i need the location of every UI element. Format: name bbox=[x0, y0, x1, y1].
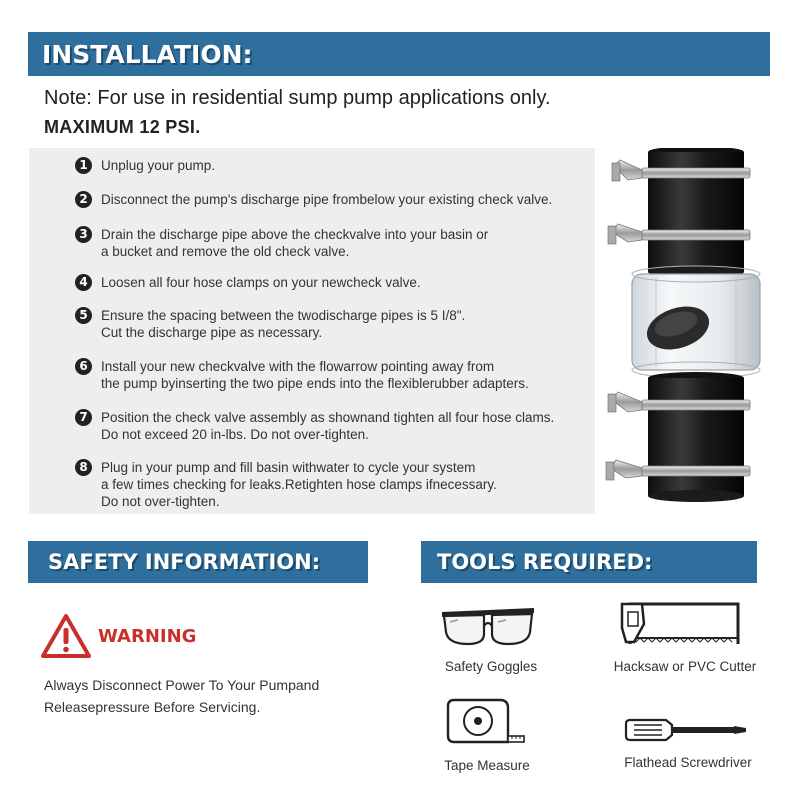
step-line: a few times checking for leaks.Retighten hose clamps ifnecessary. bbox=[101, 477, 497, 492]
step-number: 4 bbox=[75, 274, 92, 291]
step-line: Plug in your pump and fill basin withwater to cycle your system bbox=[101, 460, 476, 475]
installation-steps-panel bbox=[29, 148, 595, 514]
step-text bbox=[101, 274, 621, 291]
check-valve-illustration bbox=[596, 148, 769, 514]
step-number: 1 bbox=[75, 157, 92, 174]
tool-label-tape: Tape Measure bbox=[444, 758, 530, 773]
safety-heading: SAFETY INFORMATION: bbox=[28, 541, 368, 583]
step-line: Ensure the spacing between the twodischarge pipes is 5 I/8". bbox=[101, 308, 466, 323]
tool-label-goggles: Safety Goggles bbox=[444, 659, 538, 674]
tools-heading: TOOLS REQUIRED: bbox=[421, 541, 757, 583]
warning-label: WARNING bbox=[98, 626, 197, 647]
step-line: the pump byinserting the two pipe ends into the flexiblerubber adapters. bbox=[101, 376, 529, 391]
step-line: Cut the discharge pipe as necessary. bbox=[101, 325, 323, 340]
goggles-icon bbox=[438, 604, 538, 648]
hacksaw-icon bbox=[620, 598, 748, 650]
step-number: 7 bbox=[75, 409, 92, 426]
step-number: 8 bbox=[75, 459, 92, 476]
usage-note: Note: For use in residential sump pump applications only. bbox=[44, 87, 551, 109]
warning-line: Releasepressure Before Servicing. bbox=[44, 699, 261, 715]
step-number: 2 bbox=[75, 191, 92, 208]
step-line: Install your new checkvalve with the flowarrow pointing away from bbox=[101, 359, 495, 374]
warning-text bbox=[44, 674, 384, 718]
check-valve-icon bbox=[596, 148, 769, 514]
step-line: Do not over-tighten. bbox=[101, 494, 220, 509]
tool-label-screwdriver: Flathead Screwdriver bbox=[624, 755, 752, 770]
step-text bbox=[101, 191, 621, 208]
step-text bbox=[101, 307, 621, 341]
step-number: 6 bbox=[75, 358, 92, 375]
step-line: Unplug your pump. bbox=[101, 158, 216, 173]
warning-triangle-icon bbox=[40, 613, 92, 659]
warning-line: Always Disconnect Power To Your Pumpand bbox=[44, 677, 320, 693]
step-number: 3 bbox=[75, 226, 92, 243]
step-line: Do not exceed 20 in-lbs. Do not over-tighten. bbox=[101, 427, 369, 442]
max-pressure-note: MAXIMUM 12 PSI. bbox=[44, 117, 201, 137]
step-text bbox=[101, 459, 621, 510]
screwdriver-icon bbox=[622, 714, 750, 746]
step-line: a bucket and remove the old check valve. bbox=[101, 244, 350, 259]
step-line: Loosen all four hose clamps on your newcheck valve. bbox=[101, 275, 421, 290]
installation-heading: INSTALLATION: bbox=[28, 32, 770, 76]
step-text bbox=[101, 226, 621, 260]
step-text bbox=[101, 157, 621, 174]
tape-measure-icon bbox=[444, 696, 528, 748]
step-line: Drain the discharge pipe above the checkvalve into your basin or bbox=[101, 227, 489, 242]
tool-label-hacksaw: Hacksaw or PVC Cutter bbox=[613, 659, 757, 674]
step-number: 5 bbox=[75, 307, 92, 324]
step-text bbox=[101, 358, 621, 392]
step-text bbox=[101, 409, 621, 443]
step-line: Disconnect the pump's discharge pipe frombelow your existing check valve. bbox=[101, 192, 553, 207]
step-line: Position the check valve assembly as shownand tighten all four hose clams. bbox=[101, 410, 555, 425]
